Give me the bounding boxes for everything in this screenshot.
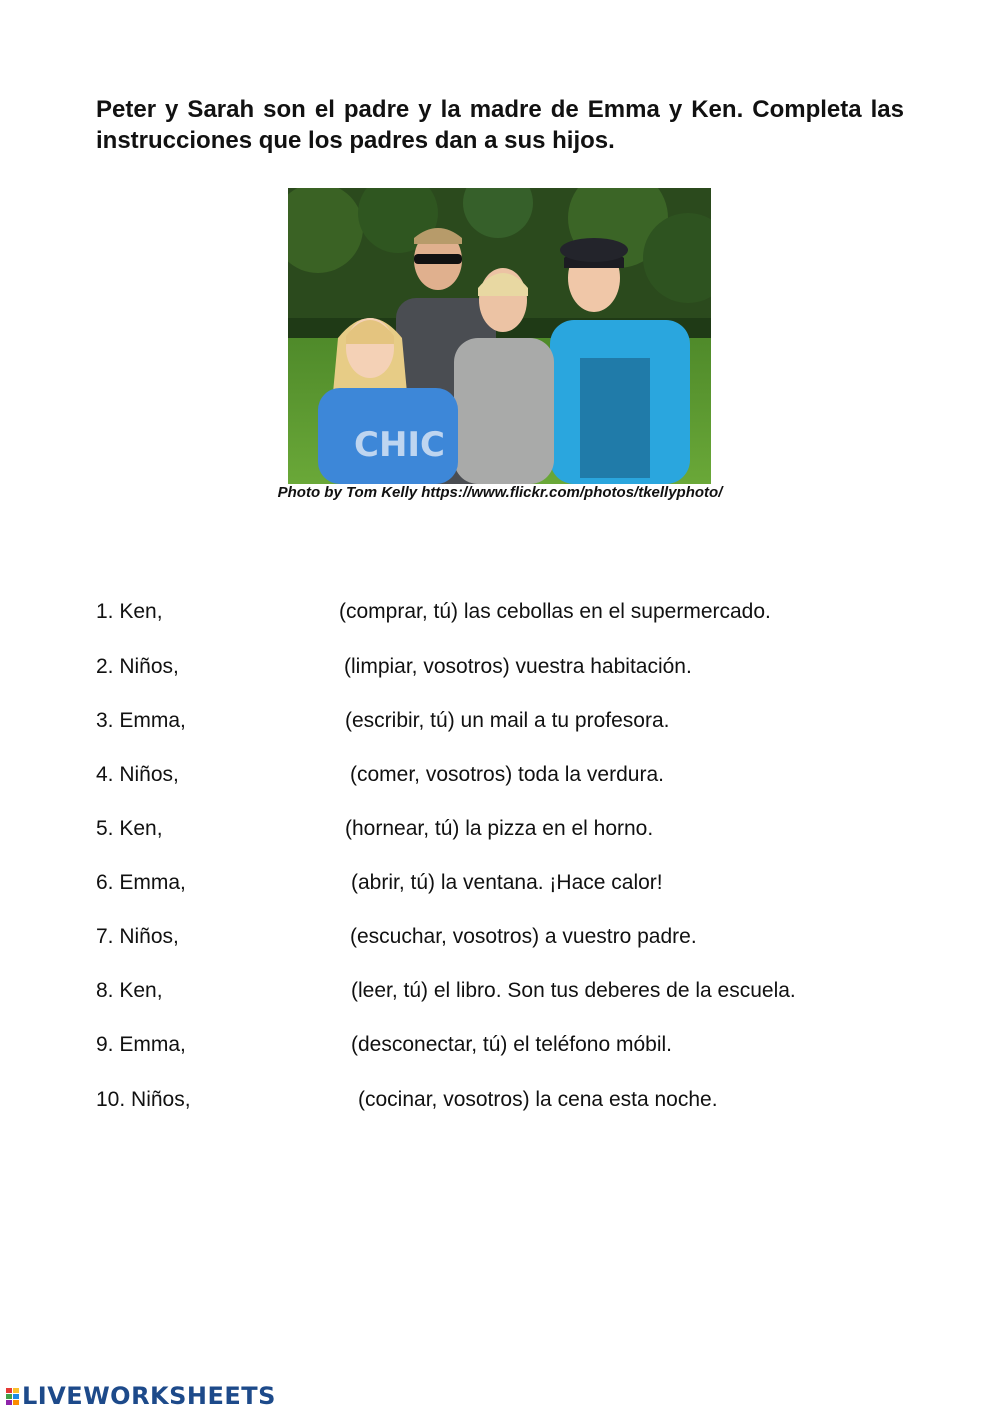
exercise-prompt: (escribir, tú) un mail a tu profesora. [345,709,670,732]
instructions-title: Peter y Sarah son el padre y la madre de Emma y Ken. Completa las instrucciones que los padres dan a sus hijos. [96,96,904,154]
liveworksheets-logo-icon [6,1388,19,1405]
answer-input[interactable] [179,600,333,626]
exercise-prompt: (desconectar, tú) el teléfono móbil. [351,1033,673,1056]
exercise-prompt: (leer, tú) el libro. Son tus deberes de la escuela. [351,979,796,1002]
exercise-label: 7. Niños, [96,925,179,948]
exercise-label: 3. Emma, [96,709,186,732]
logo-square [6,1394,12,1399]
brand-name: LIVEWORKSHEETS [22,1382,276,1410]
answer-input[interactable] [191,1033,345,1059]
exercise-label: 1. Ken, [96,600,163,623]
exercise-prompt: (cocinar, vosotros) la cena esta noche. [358,1088,718,1111]
answer-input[interactable] [191,979,345,1005]
exercise-prompt: (abrir, tú) la ventana. ¡Hace calor! [351,871,663,894]
answer-input[interactable] [198,1088,352,1114]
answer-input[interactable] [185,817,339,843]
logo-square [13,1388,19,1393]
answer-input[interactable] [190,925,344,951]
exercise-prompt: (hornear, tú) la pizza en el horno. [345,817,654,840]
answer-input[interactable] [184,655,338,681]
exercise-label: 5. Ken, [96,817,163,840]
svg-text:CHIC: CHIC [354,425,446,465]
exercise-label: 10. Niños, [96,1088,191,1111]
liveworksheets-brand [6,1381,276,1411]
logo-square [13,1394,19,1399]
answer-input[interactable] [190,763,344,789]
answer-input[interactable] [191,871,345,897]
photo-credit: Photo by Tom Kelly https://www.flickr.com/photos/tkellyphoto/ [277,484,723,501]
exercise-label: 9. Emma, [96,1033,186,1056]
logo-square [6,1400,12,1405]
exercise-prompt: (comer, vosotros) toda la verdura. [350,763,664,786]
exercise-label: 4. Niños, [96,763,179,786]
answer-input[interactable] [185,709,339,735]
family-photo-illustration [288,188,711,484]
family-photo [288,188,711,484]
logo-square [13,1400,19,1405]
exercise-prompt: (comprar, tú) las cebollas en el supermercado. [339,600,771,623]
exercise-label: 8. Ken, [96,979,163,1002]
logo-square [6,1388,12,1393]
exercise-prompt: (escuchar, vosotros) a vuestro padre. [350,925,697,948]
exercise-label: 6. Emma, [96,871,186,894]
exercise-label: 2. Niños, [96,655,179,678]
exercise-prompt: (limpiar, vosotros) vuestra habitación. [344,655,692,678]
